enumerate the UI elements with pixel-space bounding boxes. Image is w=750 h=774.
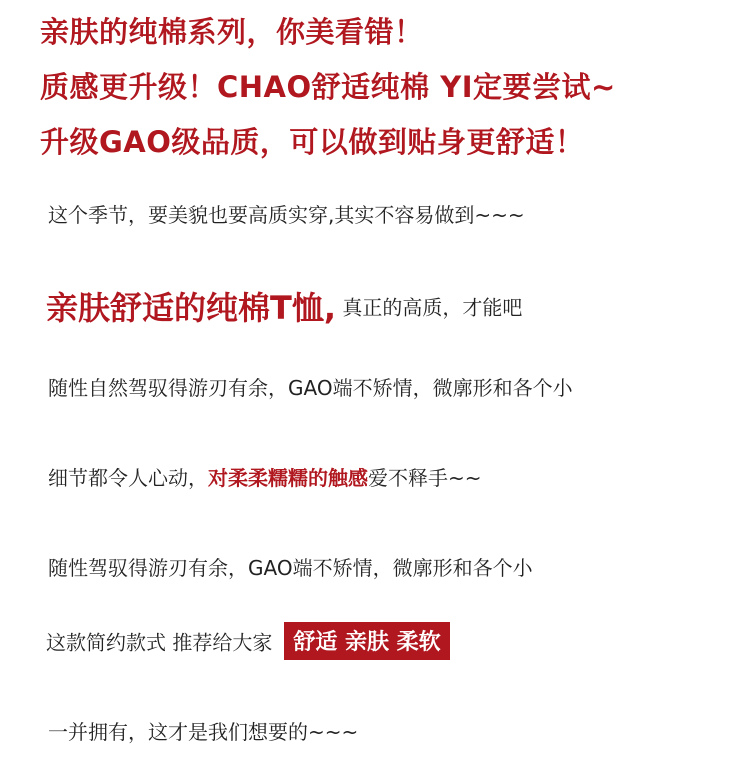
detail-line <box>48 462 482 491</box>
headline-2: 质感更升级！CHAO舒适纯棉 YI定要尝试~ <box>40 70 616 104</box>
intro-line: 这个季节，要美貌也要高质实穿,其实不容易做到~~~ <box>48 203 525 227</box>
headline-3: 升级GAO级品质，可以做到贴身更舒适！ <box>40 125 585 159</box>
style-line-2: 随性驾驭得游刃有余，GAO端不矫情，微廓形和各个小 <box>48 556 533 580</box>
recommend-line <box>46 622 450 660</box>
recommend-text: 这款简约款式 推荐给大家 <box>46 630 273 655</box>
style-line-1: 随性自然驾驭得游刃有余，GAO端不矫情，微廓形和各个小 <box>48 376 573 400</box>
detail-line-emphasis: 对柔柔糯糯的触感 <box>208 466 368 490</box>
headline-1: 亲肤的纯棉系列，你美看错！ <box>40 15 424 49</box>
detail-line-start: 细节都令人心动， <box>48 466 208 490</box>
feature-tag: 舒适 亲肤 柔软 <box>284 622 449 660</box>
tshirt-emphasis: 亲肤舒适的纯棉T恤, <box>46 289 336 327</box>
closing-line: 一并拥有，这才是我们想要的~~~ <box>48 720 359 744</box>
tshirt-line <box>46 283 522 329</box>
detail-line-end: 爱不释手~~ <box>368 466 482 490</box>
tshirt-line-rest: 真正的高质，才能吧 <box>336 295 523 320</box>
